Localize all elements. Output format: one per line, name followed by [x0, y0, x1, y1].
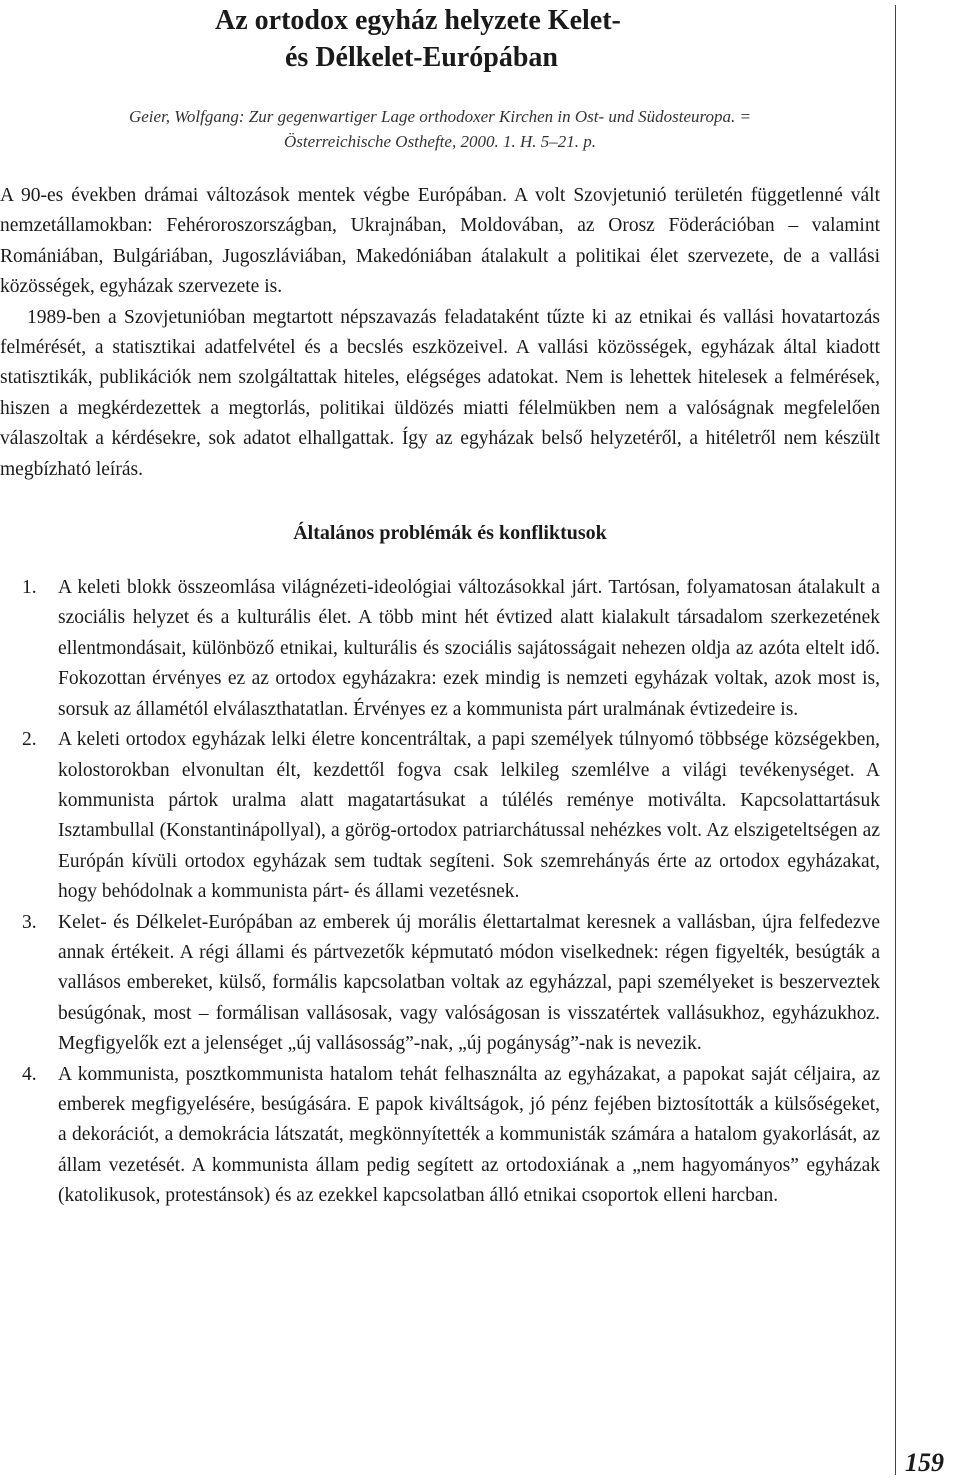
- list-item-number: 1.: [22, 577, 37, 599]
- page-number: 159: [905, 1448, 944, 1477]
- article: [0, 2, 880, 1212]
- list-item-text: A kommunista, posztkommunista hatalom tehát felhasználta az egyházakat, a papokat saját céljaira, az emberek megfigyelésére, besúgására. E papok kiváltságok, jó pénz fejében biztosították a külsőségeket, a dekorációt, a demokrácia látszatát, megkönnyítették a kommunisták számára a hatalom gyakorlását, az állam vezetését. A kommunista állam pedig segített az ortodoxiának a „nem hagyományos” egyházak (katolikusok, protestánsok) és az ezekkel kapcsolatban álló etnikai csoportok elleni harcban.: [58, 1063, 880, 1207]
- list-item: [0, 1060, 880, 1212]
- intro-paragraph-2: 1989-ben a Szovjetunióban megtartott népszavazás feladataként tűzte ki az etnikai és vallási hovatartozás felmérését, a statisztikai adatfelvétel és a becslés eszközeivel. A vallási közösségek, egyházak által kiadott statisztikák, publikációk nem szolgáltattak hiteles, elégséges adatokat. Nem is lehettek hitelesek a felmérések, hiszen a megkérdezettek a megtorlás, politikai üldözés miatti félelmükben nem a valóságnak megfelelően válaszoltak a kérdésekre, sok adatot elhallgattak. Így az egyházak belső helyzetéről, a hitéletről nem készült megbízható leírás.: [0, 306, 880, 480]
- intro-paragraph-1: A 90-es években drámai változások mentek végbe Európában. A volt Szovjetunió területén függetlenné vált nemzetállamokban: Fehéroroszországban, Ukrajnában, Moldovában, az Orosz Föderációban – valamint Romániában, Bulgáriában, Jugoszláviában, Makedóniában átalakult a politikai élet szervezete, de a vallási közösségek, egyházak szervezete is.: [0, 185, 880, 298]
- list-item-text: A keleti blokk összeomlása világnézeti-ideológiai változásokkal járt. Tartósan, folyamatosan átalakult a szociális helyzet és a kulturális élet. A több mint hét évtized alatt kialakult társadalom szerkezetének ellentmondásait, különböző etnikai, kulturális és szociális sajátosságait nehezen oldja az azóta eltelt idő. Fokozottan érvényes ez az ortodox egyházakra: ezek mindig is nemzeti egyházak voltak, azok most is, sorsuk az államétól elválaszthatatlan. Érvényes ez a kommunista párt uralmának évtizedeire is.: [58, 577, 880, 720]
- list-item-number: 3.: [22, 911, 37, 933]
- section-heading: Általános problémák és konfliktusok: [293, 522, 607, 545]
- article-title-line-1: Az ortodox egyház helyzete Kelet-: [215, 5, 621, 36]
- margin-rule: [895, 5, 896, 1475]
- list-item-number: 2.: [22, 729, 37, 751]
- list-item-text: Kelet- és Délkelet-Európában az emberek új morális élettartalmat keresnek a vallásban, újra felfedezve annak értékeit. A régi állami és pártvezetők képmutató módon viselkednek: régen figyelték, besúgták a vallásos embereket, külső, formális kapcsolatban voltak az egyházzal, papi személyeket is beszerveztek besúgónak, most – formálisan vallásosak, vagy valóságosan is visszatértek vallásukhoz, egyházukhoz. Megfigyelők ezt a jelenséget „új vallásosság”-nak, „új pogányság”-nak is nevezik.: [58, 911, 880, 1055]
- list-item: [0, 725, 880, 907]
- article-title: [215, 2, 715, 76]
- list-item: [0, 908, 880, 1060]
- article-title-line-2: és Délkelet-Európában: [285, 42, 558, 73]
- source-citation: [0, 104, 880, 154]
- source-citation-line-1: Geier, Wolfgang: Zur gegenwartiger Lage orthodoxer Kirchen in Ost- und Südosteuropa. =: [128, 107, 752, 126]
- numbered-list: [0, 573, 880, 1212]
- list-item-number: 4.: [22, 1063, 37, 1085]
- list-item: [0, 573, 880, 725]
- list-item-text: A keleti ortodox egyházak lelki életre koncentráltak, a papi személyek túlnyomó többsége községekben, kolostorokban elvonultan élt, kezdettől fogva csak lelkileg szemlélve a világi tevékenységet. A kommunista pártok uralma alatt magatartásukat a túlélés reménye motiválta. Kapcsolattartásuk Isztambullal (Konstantinápollyal), a görög-ortodox patriarchátussal nehézkes volt. Az elszigeteltségen az Európán kívüli ortodox egyházak sem tudtak segíteni. Sok szemrehányás érte az ortodox egyházakat, hogy behódolnak a kommunista párt- és állami vezetésnek.: [58, 729, 880, 903]
- source-citation-line-2: Österreichische Osthefte, 2000. 1. H. 5–21. p.: [284, 132, 596, 151]
